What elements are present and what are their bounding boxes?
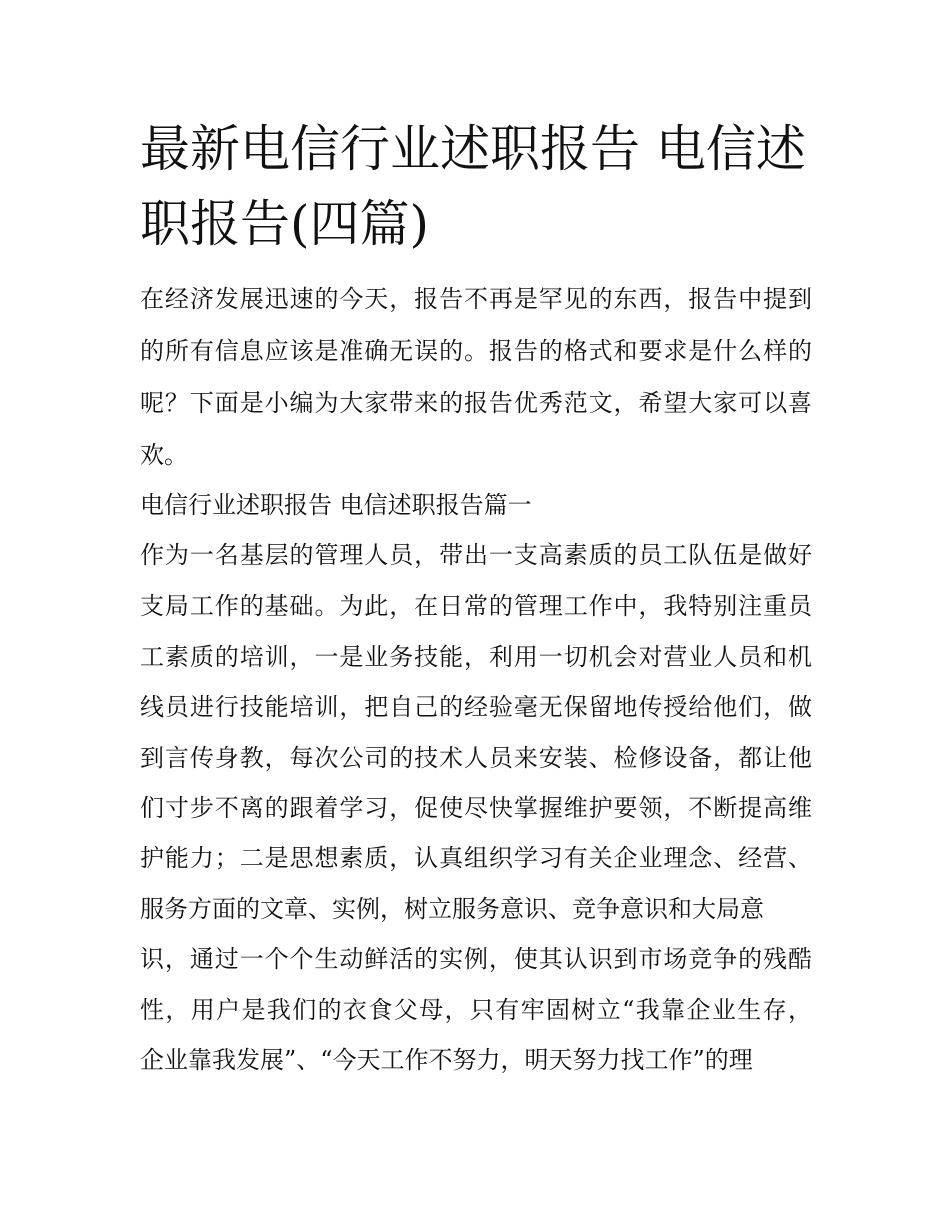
body-line-4: 线员进行技能培训，把自己的经验毫无保留地传授给他们，做 [140, 693, 812, 721]
body-line-11: 企业靠我发展”、“今天工作不努力，明天努力找工作”的理 [140, 1046, 753, 1074]
body-line-10: 性，用户是我们的衣食父母，只有牢固树立“我靠企业生存， [140, 996, 812, 1024]
title-line-2: 职报告(四篇) [140, 195, 430, 253]
body-line-3: 工素质的培训，一是业务技能，利用一切机会对营业人员和机 [140, 643, 812, 671]
document-title [140, 112, 812, 262]
body-line-8: 服务方面的文章、实例，树立服务意识、竞争意识和大局意 [140, 895, 764, 923]
body-line-7: 护能力；二是思想素质，认真组织学习有关企业理念、经营、 [140, 844, 812, 872]
intro-line-1: 在经济发展迅速的今天，报告不再是罕见的东西，报告中提到 [140, 285, 812, 313]
body-line-2: 支局工作的基础。为此，在日常的管理工作中，我特别注重员 [140, 592, 812, 620]
section-heading: 电信行业述职报告 电信述职报告篇一 [140, 491, 532, 519]
intro-line-4: 欢。 [140, 441, 188, 469]
title-line-1: 最新电信行业述职报告 电信述 [140, 120, 806, 178]
body-line-1: 作为一名基层的管理人员，带出一支高素质的员工队伍是做好 [140, 541, 812, 569]
intro-line-2: 的所有信息应该是准确无误的。报告的格式和要求是什么样的 [140, 337, 812, 365]
body-line-5: 到言传身教，每次公司的技术人员来安装、检修设备，都让他 [140, 744, 812, 772]
body-line-6: 们寸步不离的跟着学习，促使尽快掌握维护要领，不断提高维 [140, 794, 812, 822]
intro-line-3: 呢？下面是小编为大家带来的报告优秀范文，希望大家可以喜 [140, 389, 812, 417]
body-line-9: 识，通过一个个生动鲜活的实例，使其认识到市场竞争的残酷 [140, 945, 812, 973]
